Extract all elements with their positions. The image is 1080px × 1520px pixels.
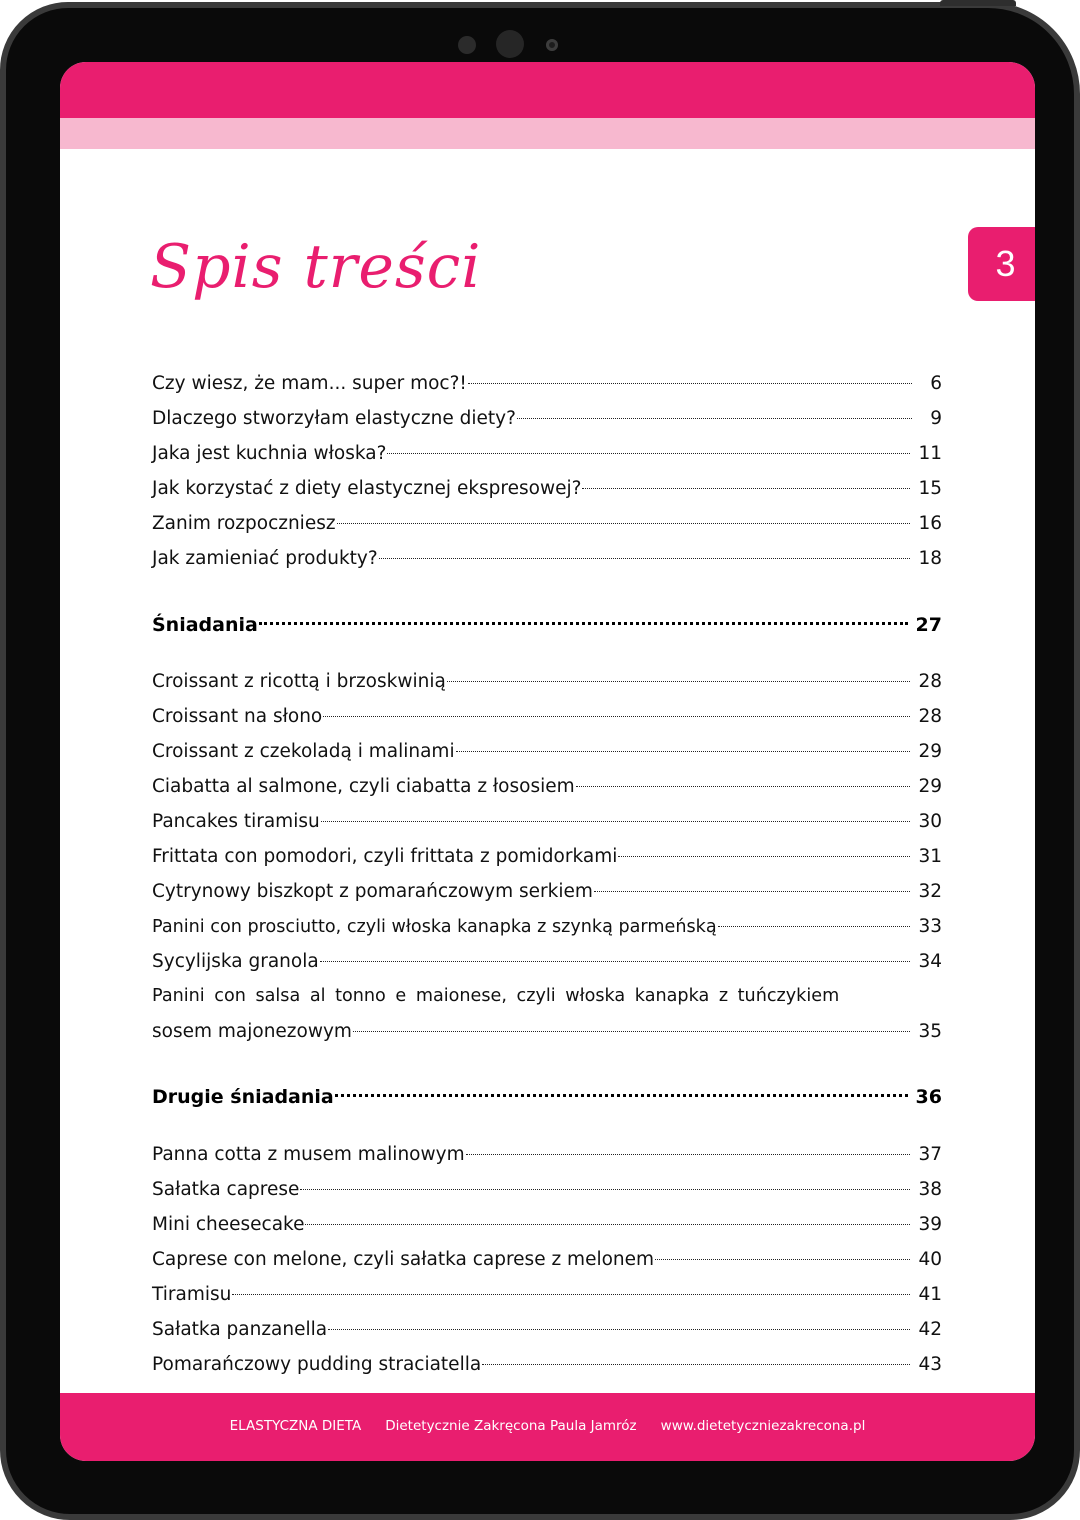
page-number-tab: 3: [968, 227, 1035, 301]
toc-entry[interactable]: Croissant z ricottą i brzoskwinią 28: [152, 671, 942, 692]
ebook-page: [60, 62, 1035, 1461]
footer-brand: ELASTYCZNA DIETA: [229, 1418, 362, 1434]
toc-entry[interactable]: Sycylijska granola 34: [152, 951, 942, 972]
sensor-icon: [458, 36, 476, 54]
toc-entry[interactable]: Pomarańczowy pudding straciatella 43: [152, 1354, 942, 1375]
toc-entry-wrapped-line1[interactable]: Panini con salsa al tonno e maionese, czyli włoska kanapka z tuńczykiem: [152, 986, 840, 1006]
toc-entry-wrapped-line2[interactable]: sosem majonezowym 35: [152, 1021, 942, 1042]
toc-entry[interactable]: Cytrynowy biszkopt z pomarańczowym serkiem 32: [152, 881, 942, 902]
camera-icon: [496, 30, 524, 58]
toc-section-drugie-sniadania: [152, 1080, 942, 1115]
header-band-light: [60, 118, 1035, 149]
toc-entry[interactable]: Sałatka caprese 38: [152, 1179, 942, 1200]
toc-entry[interactable]: Panini con prosciutto, czyli włoska kanapka z szynką parmeńską 33: [152, 916, 942, 937]
toc-entry[interactable]: Croissant z czekoladą i malinami 29: [152, 741, 942, 762]
footer-author: Dietetycznie Zakręcona Paula Jamróz: [385, 1418, 637, 1434]
toc-entry[interactable]: Pancakes tiramisu 30: [152, 811, 942, 832]
page-title: Spis treści: [150, 232, 482, 302]
toc-sniadania-list: [152, 664, 942, 1049]
toc-entry[interactable]: Frittata con pomodori, czyli frittata z pomidorkami 31: [152, 846, 942, 867]
footer-website[interactable]: www.dietetyczniezakrecona.pl: [660, 1418, 866, 1434]
lens-icon: [546, 39, 558, 51]
toc-drugie-list: [152, 1137, 942, 1382]
toc-section-heading[interactable]: Śniadania 27: [152, 614, 942, 636]
header-band: [60, 62, 1035, 118]
toc-section-heading[interactable]: Drugie śniadania 36: [152, 1086, 942, 1108]
toc-entry[interactable]: Dlaczego stworzyłam elastyczne diety? 9: [152, 408, 942, 429]
toc-entry[interactable]: Tiramisu 41: [152, 1284, 942, 1305]
toc-entry[interactable]: Caprese con melone, czyli sałatka caprese z melonem 40: [152, 1249, 942, 1270]
toc-entry[interactable]: Croissant na słono 28: [152, 706, 942, 727]
toc-entry[interactable]: Zanim rozpoczniesz 16: [152, 513, 942, 534]
power-button: [940, 0, 1016, 6]
toc-entry[interactable]: Ciabatta al salmone, czyli ciabatta z łososiem 29: [152, 776, 942, 797]
toc-entry[interactable]: Czy wiesz, że mam... super moc?! 6: [152, 373, 942, 394]
toc-entry[interactable]: Jak korzystać z diety elastycznej ekspresowej? 15: [152, 478, 942, 499]
toc-entry[interactable]: Jak zamieniać produkty? 18: [152, 548, 942, 569]
toc-entry[interactable]: Panna cotta z musem malinowym 37: [152, 1144, 942, 1165]
toc-entry[interactable]: Mini cheesecake 39: [152, 1214, 942, 1235]
toc-entry[interactable]: Jaka jest kuchnia włoska? 11: [152, 443, 942, 464]
toc-section-sniadania: [152, 608, 942, 643]
toc-intro-list: [152, 366, 942, 576]
toc-entry[interactable]: Sałatka panzanella 42: [152, 1319, 942, 1340]
page-footer: [60, 1393, 1035, 1461]
